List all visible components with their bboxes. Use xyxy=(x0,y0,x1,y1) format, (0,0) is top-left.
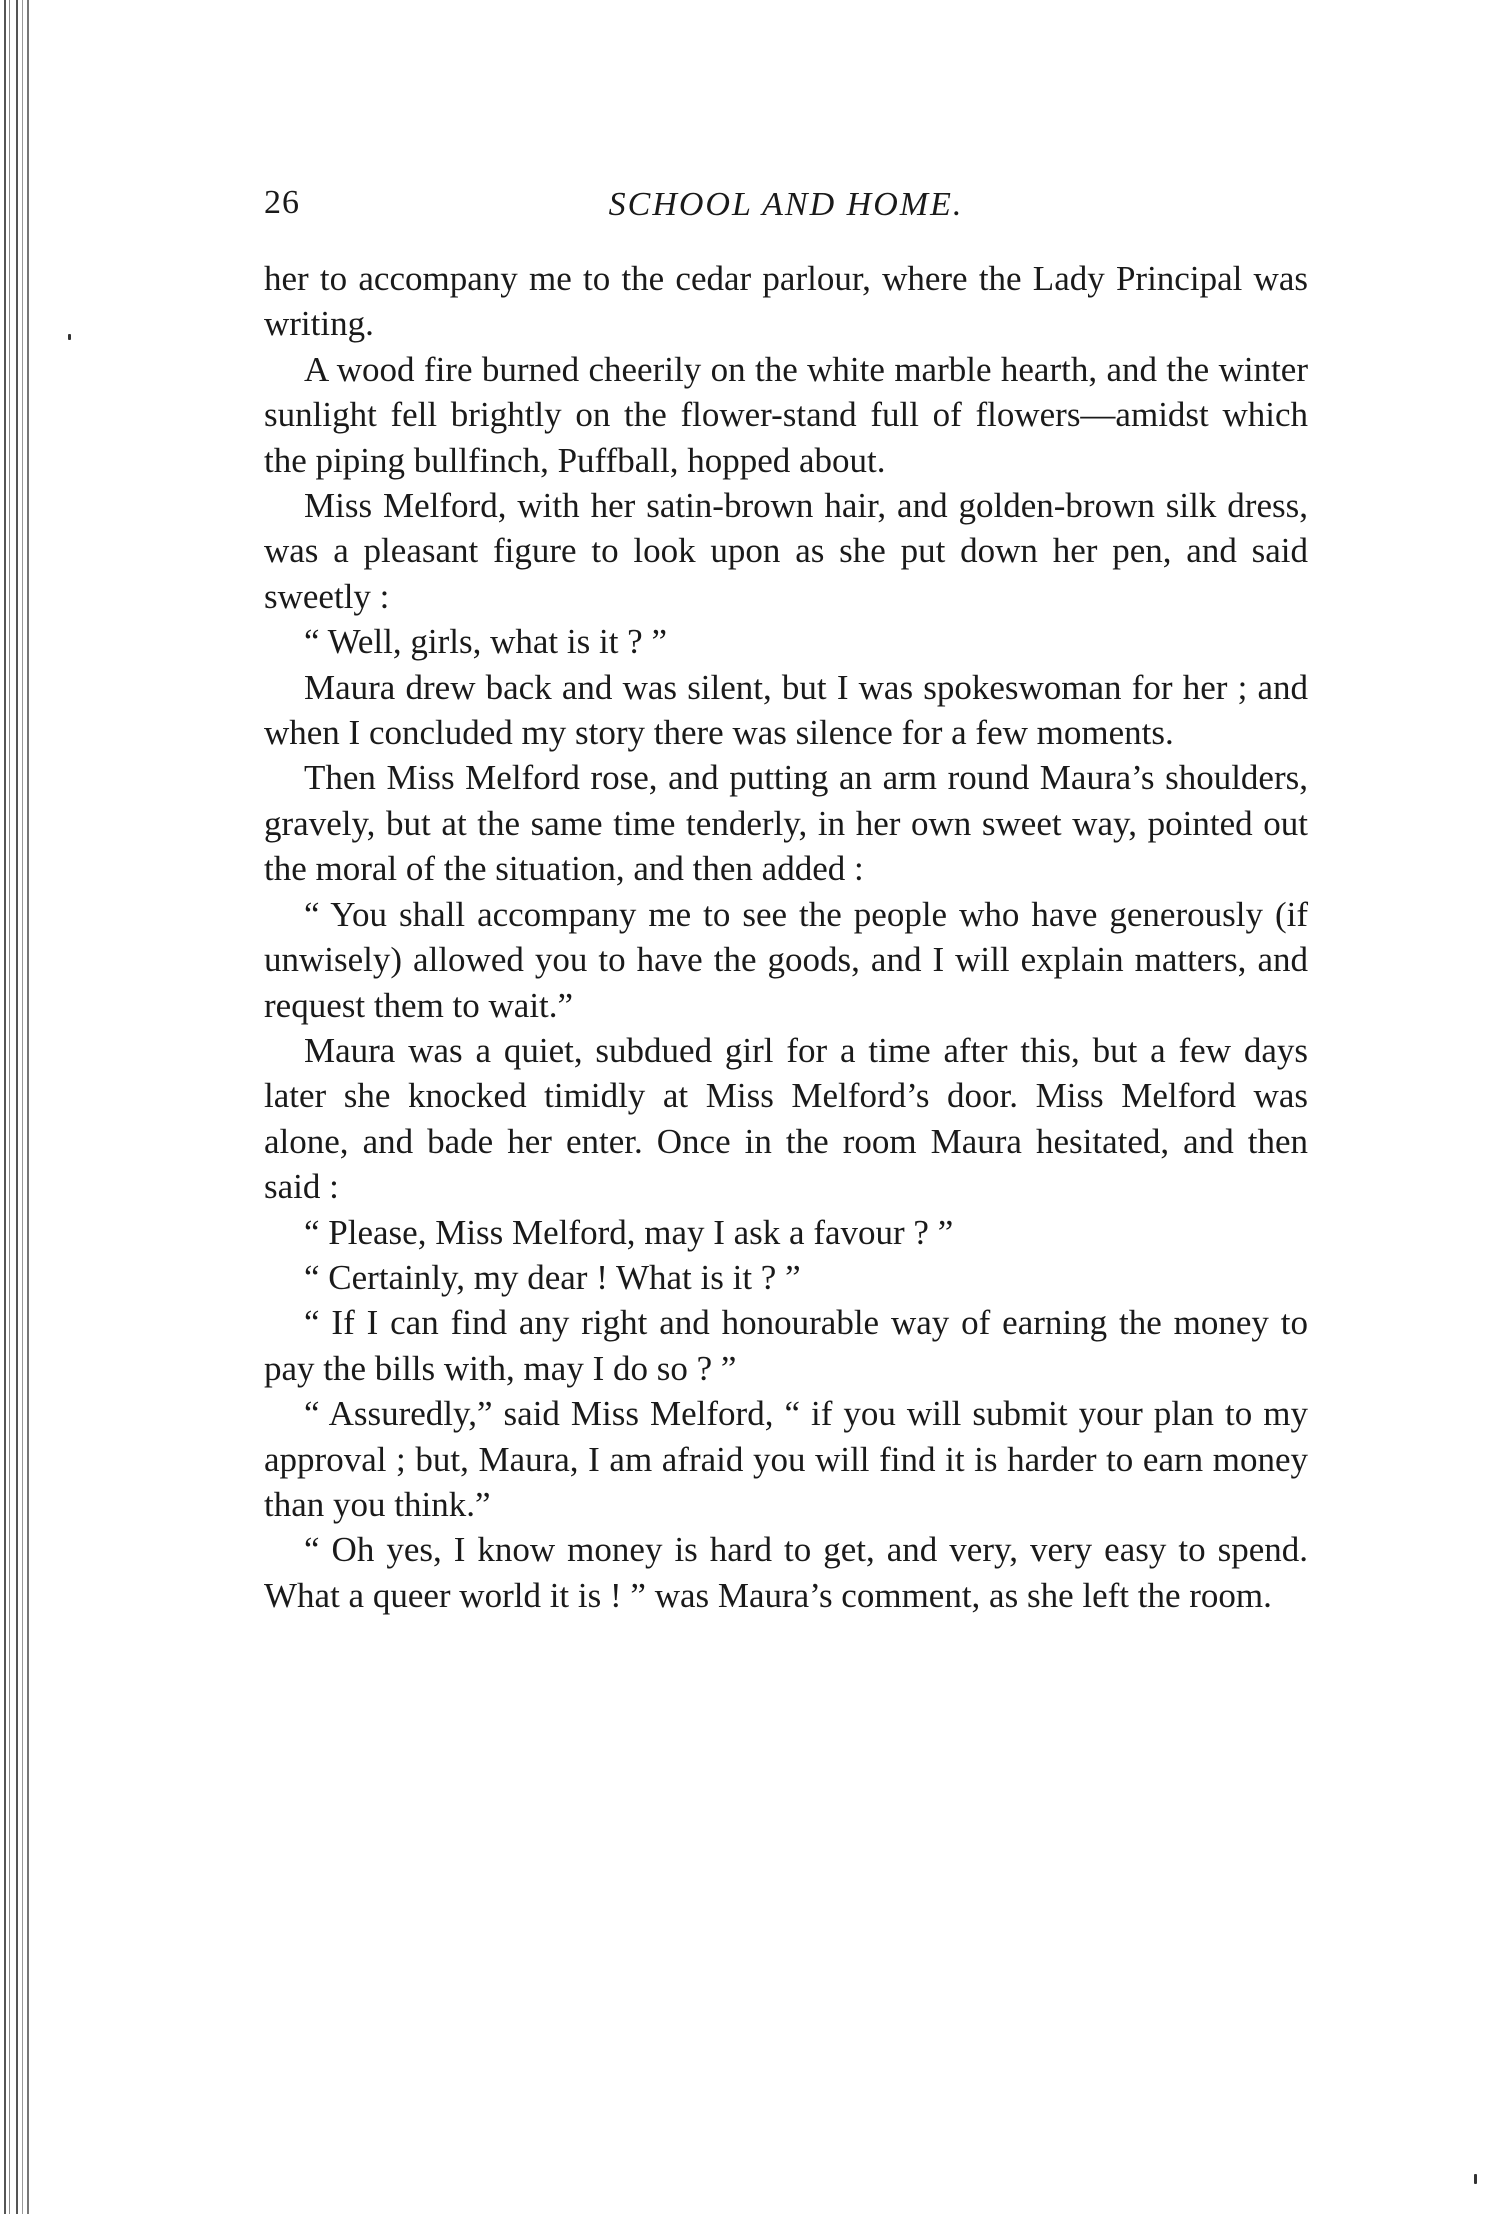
paragraph: Maura drew back and was silent, but I was spokeswoman for her ; and when I concluded my story there was silence for a few moments. xyxy=(264,667,1308,753)
scan-speck xyxy=(1474,2174,1477,2184)
paragraph: “ You shall accompany me to see the people who have generously (if unwisely) allowed you to have the goods, and I will explain matters, and request them to wait.” xyxy=(264,894,1308,1025)
binding-edge xyxy=(0,0,36,2214)
paragraph: “ If I can find any right and honourable way of earning the money to pay the bills with, may I do so ? ” xyxy=(264,1303,1308,1388)
paragraph: “ Assuredly,” said Miss Melford, “ if you will submit your plan to my approval ; but, Maura, I am afraid you will find it is harder to earn money than you think.” xyxy=(264,1394,1308,1524)
scan-speck xyxy=(68,334,71,340)
paragraph: her to accompany me to the cedar parlour, where the Lady Principal was writing. xyxy=(264,259,1308,344)
paragraph: Maura was a quiet, subdued girl for a time after this, but a few days later she knocked timidly at Miss Melford’s door. Miss Melford was alone, and bade her enter. Once in the room Maura hesitated, and then said : xyxy=(264,1030,1308,1207)
paragraph: “ Please, Miss Melford, may I ask a favour ? ” xyxy=(304,1212,954,1252)
paragraph: “ Certainly, my dear ! What is it ? ” xyxy=(304,1257,801,1297)
paragraph: “ Well, girls, what is it ? ” xyxy=(304,622,667,662)
page-header xyxy=(264,184,1308,234)
body-text xyxy=(264,256,1308,1618)
paragraph: Miss Melford, with her satin-brown hair, and golden-brown silk dress, was a pleasant figure to look upon as she put down her pen, and said sweetly : xyxy=(264,486,1308,616)
paragraph: “ Oh yes, I know money is hard to get, and very, very easy to spend. What a queer world it is ! ” was Maura’s comment, as she left the room. xyxy=(264,1530,1308,1615)
running-head: SCHOOL AND HOME. xyxy=(608,186,964,223)
paragraph: Then Miss Melford rose, and putting an arm round Maura’s shoulders, gravely, but at the same time tenderly, in her own sweet way, pointed out the moral of the situation, and then added : xyxy=(264,758,1308,889)
paragraph: A wood fire burned cheerily on the white marble hearth, and the winter sunlight fell brightly on the flower-stand full of flowers—amidst which the piping bullfinch, Puffball, hopped about. xyxy=(264,349,1308,480)
page-number: 26 xyxy=(264,184,300,221)
